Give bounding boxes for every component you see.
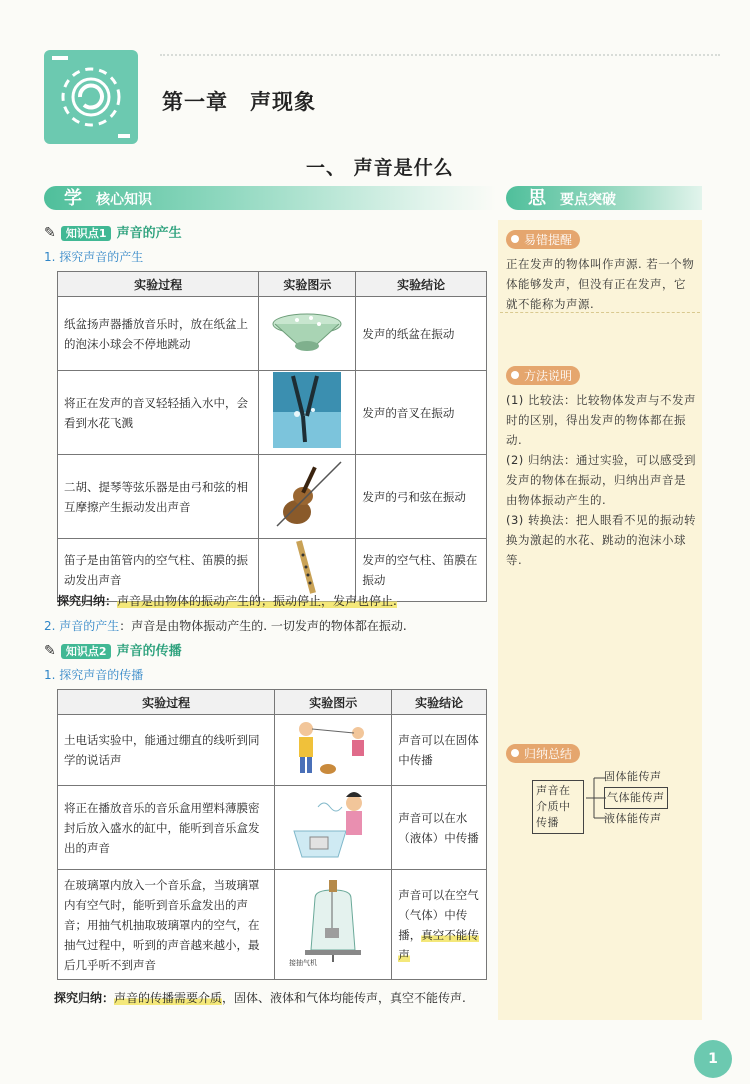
table2-process: 在玻璃罩内放入一个音乐盒，当玻璃罩内有空气时，能听到音乐盒发出的声音；用抽气机抽取玻璃罩内的空气，在抽气过程中，听到的声音越来越小，最后几乎听不到声音 [58,870,275,980]
summary1-text: 声音是由物体的振动产生的；振动停止，发声也停止. [117,594,397,608]
side-panel [498,220,702,1020]
table2-header-process: 实验过程 [58,690,275,715]
kp1-item2 [44,617,407,634]
summary1 [57,592,397,609]
summary1-label: 探究归纳： [57,594,118,608]
string-phone-image [275,715,392,786]
table2-process: 土电话实验中，能通过绷直的线听到同学的说话声 [58,715,275,786]
summary2 [54,986,494,1010]
table2-header-result: 实验结论 [392,690,487,715]
tuning-fork-image [259,371,356,455]
kp2-tag: 知识点2 [61,644,112,659]
table2-header-image: 实验图示 [275,690,392,715]
bell-jar-label: 接抽气机 [289,958,318,967]
pill-summary: 归纳总结 [506,744,580,763]
diagram-brace [584,772,606,824]
pill-mistake: 易错提醒 [506,230,580,249]
table2-result-hl: 真空不能传声 [398,927,479,962]
side-divider [500,312,700,313]
method-item: (1) 比较法：比较物体发声与不发声时的区别，得出发声的物体都在振动. [506,393,696,447]
diagram-branches [604,767,668,829]
speaker-image [259,297,356,371]
band-right-big: 思 [528,188,546,209]
band-right-label: 要点突破 [560,192,616,208]
table-row [58,715,487,786]
section-title: 一、 声音是什么 [306,157,454,179]
table1-result: 发声的纸盆在振动 [356,297,487,371]
side-note1: 正在发声的物体叫作声源. 若一个物体能够发声，但没有正在发声，它就不能称为声源. [506,257,695,311]
header-dots [160,54,720,58]
table1-header-result: 实验结论 [356,272,487,297]
table1-header-image: 实验图示 [259,272,356,297]
table2-result [392,870,487,980]
table2-result-a: 声音可以在空气（气体）中传播， [398,887,479,942]
pencil-icon: ✎ [44,225,56,241]
method-item: (3) 转换法：把人眼看不见的振动转换为激起的水花、跳动的泡沫小球等. [506,513,696,567]
diagram-branch: 固体能传声 [604,770,662,783]
table-row [58,455,487,539]
gear-icon [44,50,138,144]
table2-result: 声音可以在固体中传播 [392,715,487,786]
summary2-label: 探究归纳： [54,991,115,1005]
kp1-item2-text: ：声音是由物体振动产生的. 一切发声的物体都在振动. [119,619,407,633]
kp2-title: 声音的传播 [116,644,182,659]
table-row [58,371,487,455]
sound-production-table [57,271,487,602]
bell-jar-image [275,870,392,980]
music-box-water-image [275,786,392,870]
table1-process: 将正在发声的音叉轻轻插入水中，会看到水花飞溅 [58,371,259,455]
band-left-big: 学 [64,188,82,209]
table1-header-process: 实验过程 [58,272,259,297]
table1-result: 发声的弓和弦在振动 [356,455,487,539]
table-row [58,786,487,870]
table1-process: 二胡、提琴等弦乐器是由弓和弦的相互摩擦产生振动发出声音 [58,455,259,539]
kp2-header [44,640,182,659]
summary2-text-hl: 声音的传播需要介质 [114,991,223,1005]
summary2-text-rest: ，固体、液体和气体均能传声，真空不能传声. [222,991,466,1005]
chapter-icon [44,50,138,144]
diagram-branch: 液体能传声 [604,812,662,825]
table-row [58,870,487,980]
chapter-title: 第一章 声现象 [162,90,316,114]
kp1-item2-num: 2. [44,619,56,633]
table2-result: 声音可以在水（液体）中传播 [392,786,487,870]
kp1-tag: 知识点1 [61,226,112,241]
diagram-root: 声音在介质中传播 [532,780,584,834]
kp1-header [44,222,182,241]
page-number: 1 [694,1040,732,1078]
sound-propagation-table [57,689,487,980]
table1-process: 纸盆扬声器播放音乐时，放在纸盆上的泡沫小球会不停地跳动 [58,297,259,371]
diagram-branch: 气体能传声 [604,787,668,809]
pencil-icon: ✎ [44,643,56,659]
kp1-sub1: 1. 探究声音的产生 [44,250,144,264]
pill-method: 方法说明 [506,366,580,385]
table1-result: 发声的音叉在振动 [356,371,487,455]
method-list [506,390,696,570]
kp1-title: 声音的产生 [116,226,182,241]
table1-process: 笛子是由笛管内的空气柱、笛膜的振动发出声音 [58,539,259,602]
method-item: (2) 归纳法：通过实验，可以感受到发声的物体在振动，归纳出声音是由物体振动产生的. [506,453,696,507]
table1-result: 发声的空气柱、笛膜在振动 [356,539,487,602]
kp2-sub1: 1. 探究声音的传播 [44,668,144,682]
violin-image [259,455,356,539]
kp1-item2-label: 声音的产生 [59,619,120,633]
table-row [58,297,487,371]
table2-process: 将正在播放音乐的音乐盒用塑料薄膜密封后放入盛水的缸中，能听到音乐盒发出的声音 [58,786,275,870]
band-left-label: 核心知识 [96,192,152,208]
